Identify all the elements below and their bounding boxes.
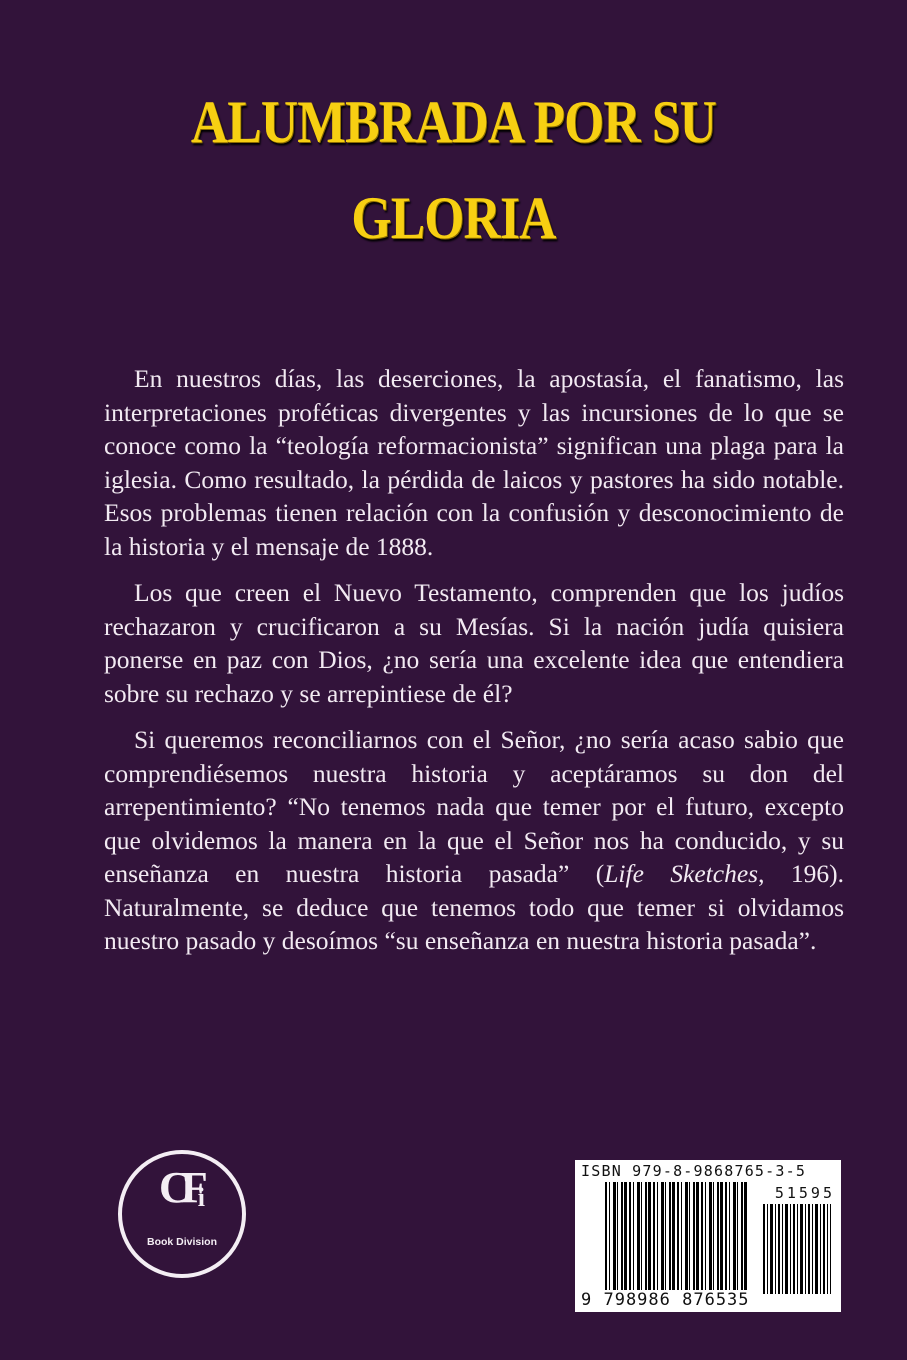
blurb-paragraph-1: En nuestros días, las deserciones, la apostasía, el fanatismo, las interpretaciones proféticas divergentes y las incursiones de lo que se conoce como la “teología reformacionista” significan una plaga para la iglesia. Como resultado, la pérdida de laicos y pastores ha sido notable. Esos problemas tienen relación con la confusión y desconocimiento de la historia y el mensaje de 1888. (104, 364, 844, 561)
barcode-bars-icon (605, 1182, 747, 1294)
publisher-monogram-icon (122, 1163, 242, 1212)
publisher-logo (118, 1150, 246, 1278)
publisher-label: Book Division (146, 1236, 217, 1248)
blurb-paragraph-3-text-a: Si queremos reconciliarnos con el Señor, ¿no sería acaso sabio que comprendiésemos nuestra historia y aceptáramos su don del arrepentimiento? “No tenemos nada que temer por el futuro, excepto que olvidemos la manera en la que el Señor nos ha conducido, y su enseñanza en nuestra historia pasada” ( (104, 725, 844, 888)
monogram-letters: CF (159, 1163, 198, 1212)
blurb-paragraph-2: Los que creen el Nuevo Testamento, comprenden que los judíos rechazaron y crucificaron a su Mesías. Si la nación judía quisiera ponerse en paz con Dios, ¿no sería una excelente idea que entendiera sobre su rechazo y se arrepintiese de él? (104, 578, 844, 708)
blurb-paragraph-3 (104, 723, 844, 958)
monogram-small-letter: i (197, 1183, 205, 1212)
book-title-line-1: ALUMBRADA POR SU (190, 89, 717, 155)
isbn-label: ISBN 979-8-9868765-3-5 (581, 1162, 807, 1180)
back-cover-blurb (104, 362, 844, 971)
price-code: 51595 (774, 1184, 835, 1202)
isbn-barcode (575, 1160, 841, 1312)
price-addon-bars-icon (763, 1204, 831, 1294)
book-title-line-2: GLORIA (351, 185, 556, 251)
blurb-paragraph-3-text-b: , 196). Naturalmente, se deduce que tenemos todo que temer si olvidamos nuestro pasado y desoímos “su enseñanza en nuestra historia pasada”. (104, 859, 844, 955)
ean-digits: 9 798986 876535 (581, 1290, 750, 1310)
cited-work-title: Life Sketches (604, 859, 759, 888)
